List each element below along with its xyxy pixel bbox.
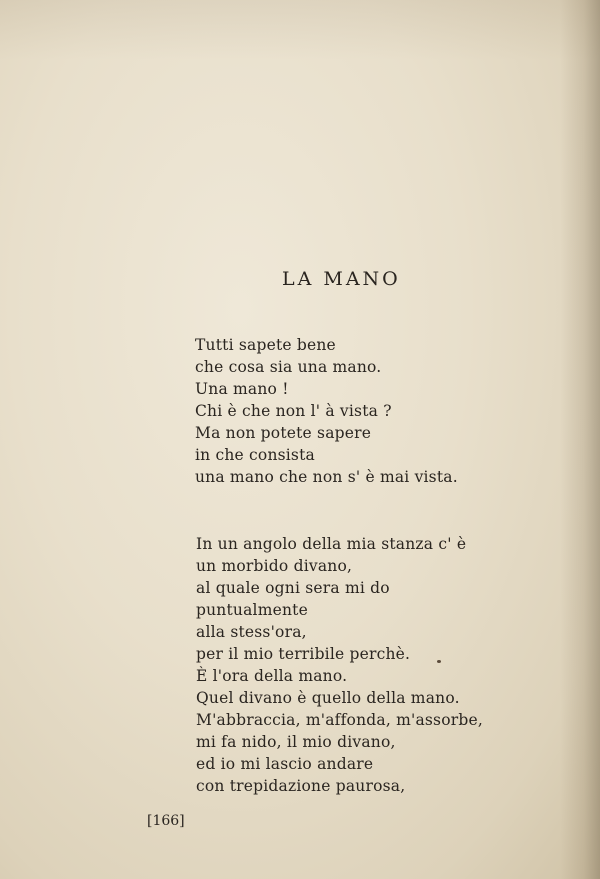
verse-line: per il mio terribile perchè. [196, 645, 411, 663]
verse-line: una mano che non s' è mai vista. [195, 468, 458, 486]
verse-line: Tutti sapete bene [195, 336, 336, 354]
verse-line: un morbido divano, [196, 557, 353, 575]
verse-line: con trepidazione paurosa, [196, 777, 406, 795]
verse-line: È l'ora della mano. [196, 667, 348, 685]
verse-line: M'abbraccia, m'affonda, m'assorbe, [196, 711, 483, 729]
verse-line: in che consista [195, 446, 315, 464]
ink-speck [437, 660, 441, 663]
verse-line: puntualmente [196, 601, 308, 619]
verse-line: In un angolo della mia stanza c' è [196, 535, 467, 553]
stanza-2 [196, 533, 483, 797]
verse-line: al quale ogni sera mi do [196, 579, 390, 597]
verse-line: Una mano ! [195, 380, 289, 398]
verse-line: mi fa nido, il mio divano, [196, 733, 396, 751]
verse-line: alla stess'ora, [196, 623, 307, 641]
verse-line: Quel divano è quello della mano. [196, 689, 460, 707]
page-number: [166] [147, 813, 185, 829]
verse-line: che cosa sia una mano. [195, 358, 382, 376]
stanza-1 [195, 334, 458, 488]
verse-line: ed io mi lascio andare [196, 755, 374, 773]
verse-line: Ma non potete sapere [195, 424, 372, 442]
verse-line: Chi è che non l' à vista ? [195, 402, 392, 420]
poem-title: LA MANO [282, 268, 401, 290]
